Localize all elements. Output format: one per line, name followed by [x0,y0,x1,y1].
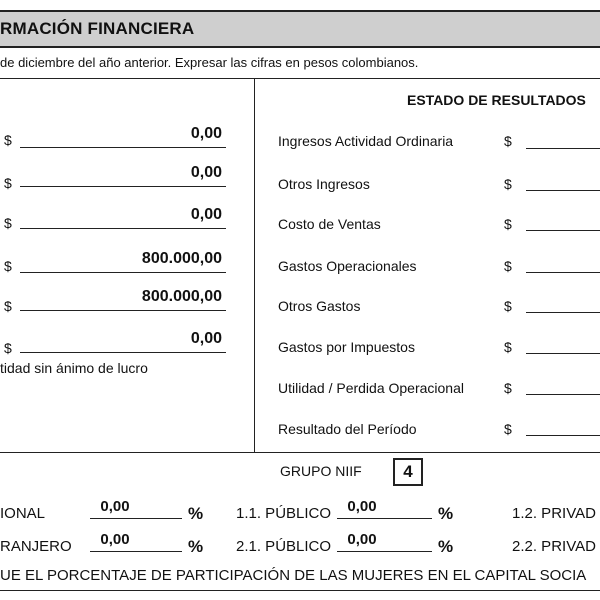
amount-field[interactable]: 800.000,00 [141,250,222,267]
participation-label: 2.2. PRIVAD [512,538,596,555]
percentage-field[interactable]: 0,00 [347,531,377,548]
participation-label: 1.2. PRIVAD [512,505,596,522]
divider-top [0,78,600,79]
currency-symbol: $ [504,216,512,232]
women-participation-question: UE EL PORCENTAJE DE PARTICIPACIÓN DE LAS MUJERES EN EL CAPITAL SOCIA [0,567,587,584]
currency-symbol: $ [504,176,512,192]
amount-underline [20,228,226,229]
percentage-underline [337,518,432,519]
grupo-niif-label: GRUPO NIIF [280,463,362,479]
divider-bottom [0,590,600,591]
row-label: Resultado del Período [278,421,417,437]
currency-symbol: $ [4,175,12,191]
amount-underline [20,186,226,187]
currency-symbol: $ [4,215,12,231]
amount-field[interactable] [526,394,600,395]
currency-symbol: $ [504,298,512,314]
amount-field[interactable] [526,190,600,191]
income-statement-title: ESTADO DE RESULTADOS [407,92,586,108]
amount-field[interactable]: 0,00 [190,330,222,347]
currency-symbol: $ [4,132,12,148]
grupo-niif-field[interactable]: 4 [393,458,423,486]
row-label: Gastos por Impuestos [278,339,415,355]
percentage-field[interactable]: 0,00 [100,531,130,548]
percent-sign: % [188,504,204,523]
divider-middle [0,452,600,453]
amount-underline [20,147,226,148]
amount-field[interactable]: 0,00 [190,164,222,181]
currency-symbol: $ [4,298,12,314]
divider-vertical [254,78,255,452]
participation-label: 1.1. PÚBLICO [236,505,332,522]
percentage-field[interactable]: 0,00 [100,498,130,515]
amount-field[interactable] [526,148,600,149]
amount-field[interactable] [526,353,600,354]
percentage-underline [337,551,432,552]
amount-field[interactable]: 0,00 [190,206,222,223]
amount-field[interactable] [526,312,600,313]
currency-symbol: $ [504,258,512,274]
participation-label: IONAL [0,505,46,522]
amount-underline [20,272,226,273]
row-label: Gastos Operacionales [278,258,417,274]
percentage-underline [90,551,182,552]
amount-field[interactable] [526,435,600,436]
percent-sign: % [438,504,454,523]
currency-symbol: $ [504,339,512,355]
row-label: Otros Ingresos [278,176,370,192]
row-label: Otros Gastos [278,298,361,314]
instructions-text: de diciembre del año anterior. Expresar las cifras en pesos colombianos. [0,55,419,70]
participation-label: 2.1. PÚBLICO [236,538,332,555]
percentage-field[interactable]: 0,00 [347,498,377,515]
currency-symbol: $ [504,421,512,437]
row-label: Ingresos Actividad Ordinaria [278,133,454,149]
participation-label: RANJERO [0,538,72,555]
currency-symbol: $ [504,133,512,149]
percent-sign: % [188,537,204,556]
currency-symbol: $ [4,258,12,274]
nonprofit-note: tidad sin ánimo de lucro [0,360,148,376]
currency-symbol: $ [504,380,512,396]
amount-field[interactable] [526,272,600,273]
row-label: Costo de Ventas [278,216,381,232]
amount-field[interactable]: 0,00 [190,125,222,142]
amount-underline [20,310,226,311]
amount-field[interactable]: 800.000,00 [141,288,222,305]
percentage-underline [90,518,182,519]
amount-underline [20,352,226,353]
amount-field[interactable] [526,230,600,231]
currency-symbol: $ [4,340,12,356]
percent-sign: % [438,537,454,556]
section-title: RMACIÓN FINANCIERA [0,19,195,38]
row-label: Utilidad / Perdida Operacional [278,380,464,396]
